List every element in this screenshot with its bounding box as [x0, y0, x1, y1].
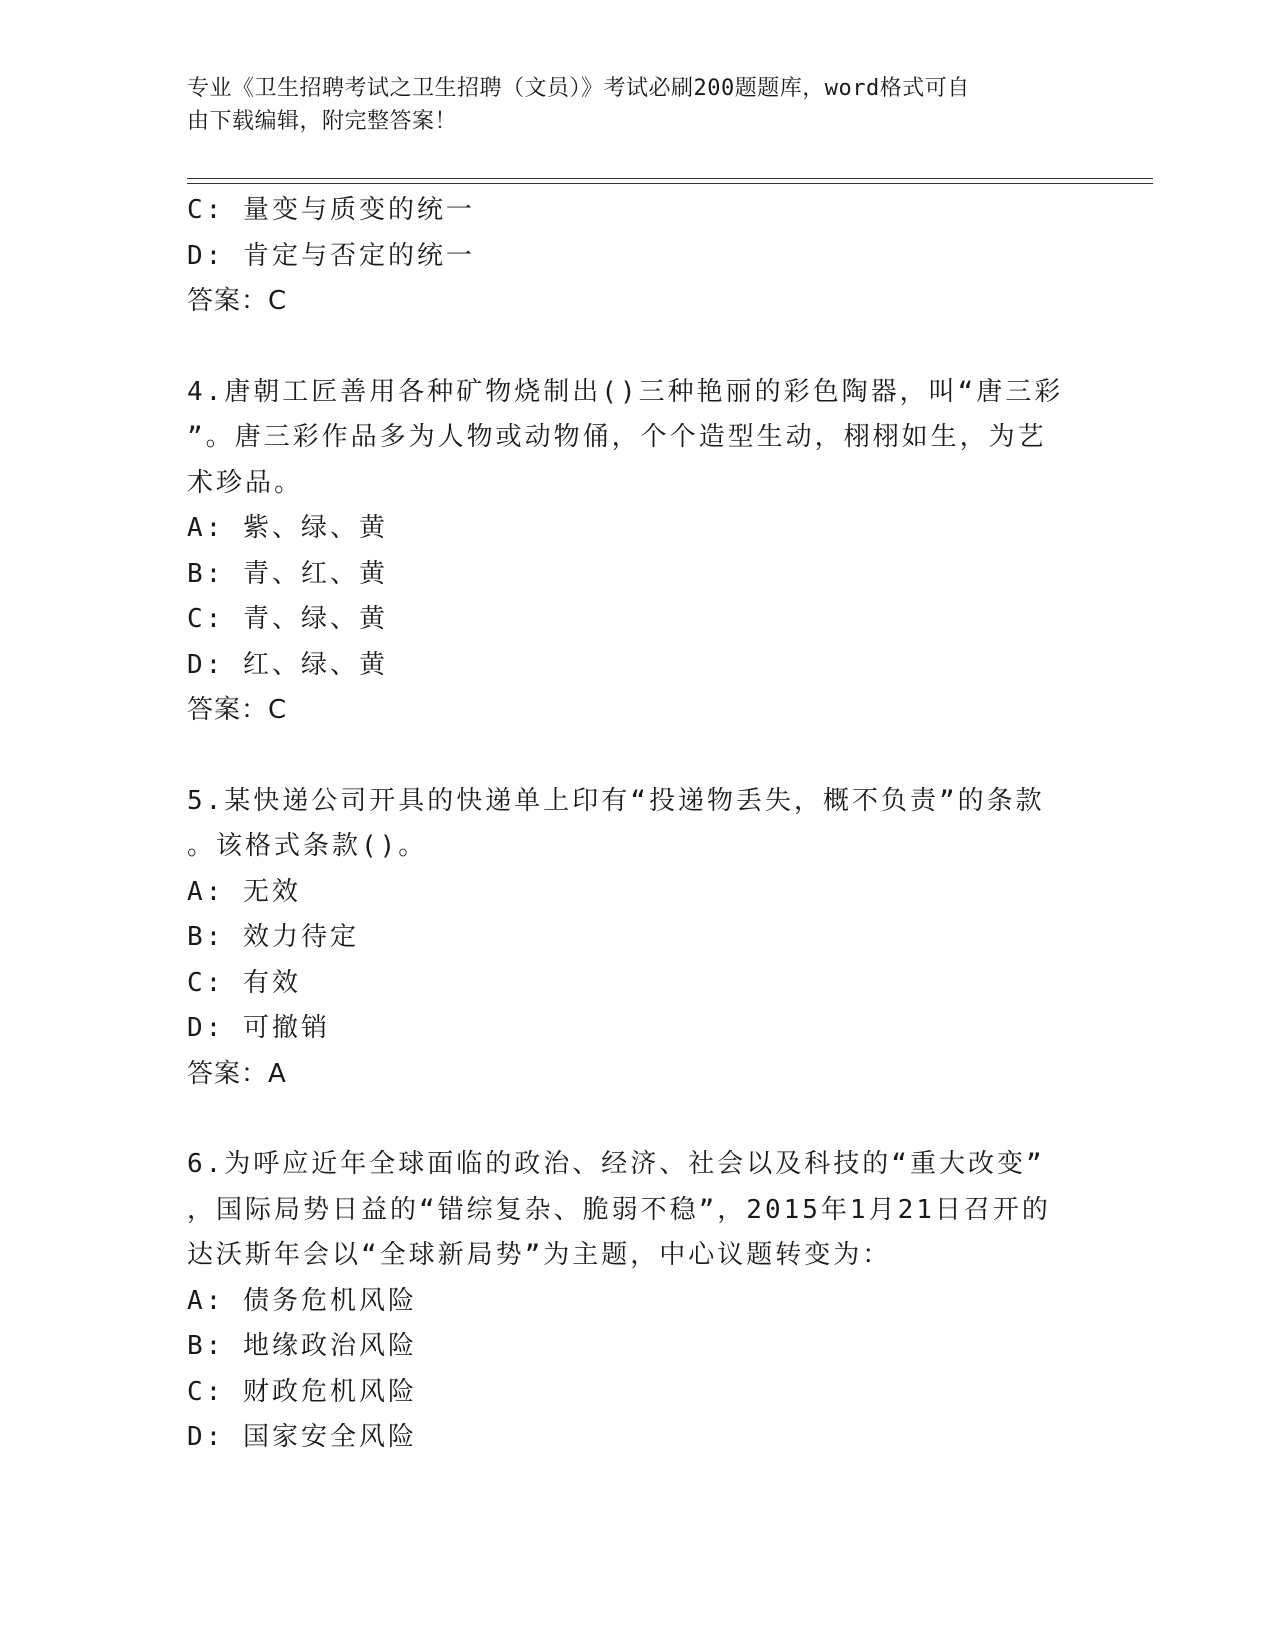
option-d: D: 红、绿、黄: [187, 649, 388, 680]
question-stem-line: 。该格式条款()。: [187, 831, 428, 861]
option-c: C: 财政危机风险: [187, 1376, 417, 1407]
question-stem-line: ，国际局势日益的“错综复杂、脆弱不稳”，2015年1月21日召开的: [187, 1194, 1051, 1225]
question-3: [187, 188, 1087, 325]
question-stem-line: 达沃斯年会以“全球新局势”为主题，中心议题转变为：: [187, 1240, 892, 1270]
spacer: [187, 1097, 1087, 1142]
option-a: A: 无效: [187, 876, 301, 907]
document-body: [187, 188, 1087, 1461]
option-b: B: 效力待定: [187, 922, 359, 952]
option-c: C: 有效: [187, 967, 301, 998]
question-4: [187, 370, 1087, 734]
header-line-1: 专业《卫生招聘考试之卫生招聘（文员）》考试必刷200题题库，word格式可自: [187, 76, 970, 101]
option-c: C: 量变与质变的统一: [187, 195, 475, 225]
option-a: A: 债务危机风险: [187, 1285, 417, 1316]
question-stem-line: 术珍品。: [187, 467, 304, 498]
option-b: B: 青、红、黄: [187, 558, 388, 589]
question-6: [187, 1142, 1087, 1461]
header-divider-bottom: [187, 183, 1153, 184]
header-divider-top: [187, 178, 1153, 179]
spacer: [187, 734, 1087, 779]
option-b: B: 地缘政治风险: [187, 1331, 417, 1361]
question-stem-line: 6.为呼应近年全球面临的政治、经济、社会以及科技的“重大改变”: [187, 1149, 1045, 1179]
question-stem-line: 5.某快递公司开具的快递单上印有“投递物丢失，概不负责”的条款: [187, 785, 1045, 816]
question-stem-line: 4.唐朝工匠善用各种矿物烧制出()三种艳丽的彩色陶器，叫“唐三彩: [187, 376, 1064, 407]
option-d: D: 可撤销: [187, 1013, 330, 1043]
answer-line: 答案：C: [187, 286, 288, 316]
question-stem-line: ”。唐三彩作品多为人物或动物俑，个个造型生动，栩栩如生，为艺: [187, 422, 1047, 452]
question-5: [187, 779, 1087, 1098]
spacer: [187, 325, 1087, 370]
answer-line: 答案：C: [187, 695, 288, 725]
answer-line: 答案：A: [187, 1058, 287, 1089]
option-d: D: 国家安全风险: [187, 1422, 417, 1452]
option-a: A: 紫、绿、黄: [187, 513, 388, 543]
option-c: C: 青、绿、黄: [187, 604, 388, 634]
document-header: [187, 72, 1067, 138]
option-d: D: 肯定与否定的统一: [187, 240, 475, 271]
header-line-2: 由下载编辑，附完整答案！: [187, 109, 458, 134]
